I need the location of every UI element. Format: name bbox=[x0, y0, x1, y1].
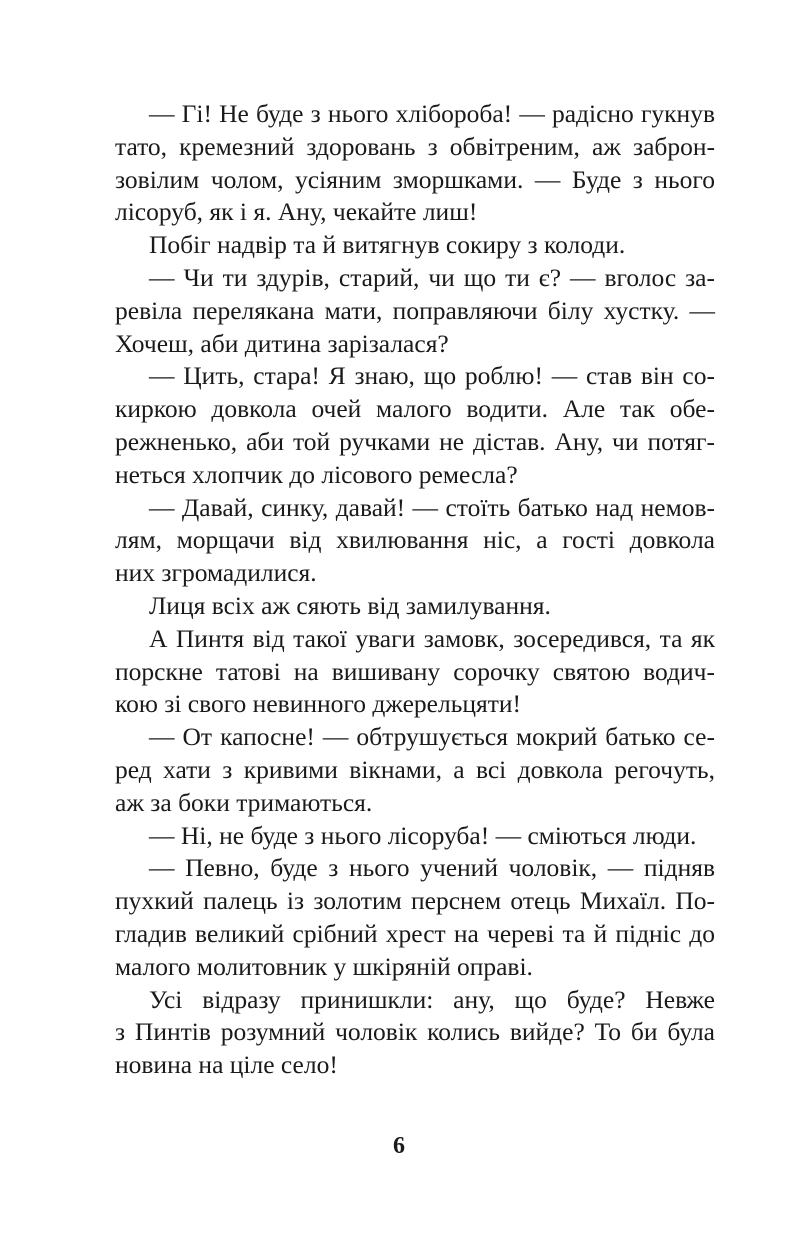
text-line: — Ні, не буде з нього лісоруба! — сміються люди. bbox=[149, 820, 697, 850]
body-text bbox=[115, 98, 715, 1082]
text-line: — Чи ти здурів, старий, чи що ти є? — вголос за- bbox=[149, 262, 715, 292]
text-line: лісоруб, як і я. Ану, чекайте лиш! bbox=[115, 197, 478, 227]
text-line: — Певно, буде з нього учений чоловік, — підняв bbox=[149, 853, 715, 883]
text-line: — Гі! Не буде з нього хлібороба! — радісно гукнув bbox=[149, 99, 715, 128]
text-line: зовілим чолом, усіяним зморшками. — Буде з нього bbox=[115, 164, 715, 194]
text-line: тато, кремезний здоровань з обвітреним, аж заброн- bbox=[115, 131, 715, 161]
text-line: Хочеш, аби дитина зарізалася? bbox=[115, 328, 449, 358]
text-line: ред хати з кривими вікнами, а всі довкола регочуть, bbox=[115, 754, 715, 784]
text-line: аж за боки тримаються. bbox=[115, 787, 373, 817]
text-line: А Пинтя від такої уваги замовк, зосередився, та як bbox=[149, 623, 715, 653]
text-line: ревіла перелякана мати, поправляючи білу хустку. — bbox=[115, 295, 715, 325]
text-line: порскне татові на вишивану сорочку святою водич- bbox=[115, 656, 715, 686]
text-line: Усі відразу принишкли: ану, що буде? Невже bbox=[149, 984, 715, 1014]
text-line: малого молитовник у шкіряній оправі. bbox=[115, 951, 533, 981]
text-line: неться хлопчик до лісового ремесла? bbox=[115, 459, 518, 489]
text-line: гладив великий срібний хрест на череві та й підніс до bbox=[115, 918, 715, 948]
text-line: — От капосне! — обтрушується мокрий батько се- bbox=[149, 722, 715, 752]
text-line: Побіг надвір та й витягнув сокиру з колоди. bbox=[149, 230, 626, 260]
text-line: — Цить, стара! Я знаю, що роблю! — став він со- bbox=[149, 361, 715, 391]
text-line: новина на ціле село! bbox=[115, 1050, 338, 1080]
text-line: кою зі свого невинного джерельцяти! bbox=[115, 689, 521, 719]
text-line: лям, морщачи від хвилювання ніс, а гості довкола bbox=[115, 525, 715, 555]
text-line: з Пинтів розумний чоловік колись вийде? То би була bbox=[115, 1017, 715, 1047]
text-line: них згромадилися. bbox=[115, 558, 317, 588]
text-line: Лиця всіх аж сяють від замилування. bbox=[149, 590, 551, 620]
page-number: 6 bbox=[393, 1133, 405, 1159]
text-line: режненько, аби той ручками не дістав. Ану, чи потяг- bbox=[115, 426, 715, 456]
text-line: пухкий палець із золотим перснем отець Михаїл. По- bbox=[115, 886, 715, 916]
text-line: киркою довкола очей малого водити. Але так обе- bbox=[115, 394, 715, 424]
text-line: — Давай, синку, давай! — стоїть батько над немов- bbox=[149, 492, 715, 522]
